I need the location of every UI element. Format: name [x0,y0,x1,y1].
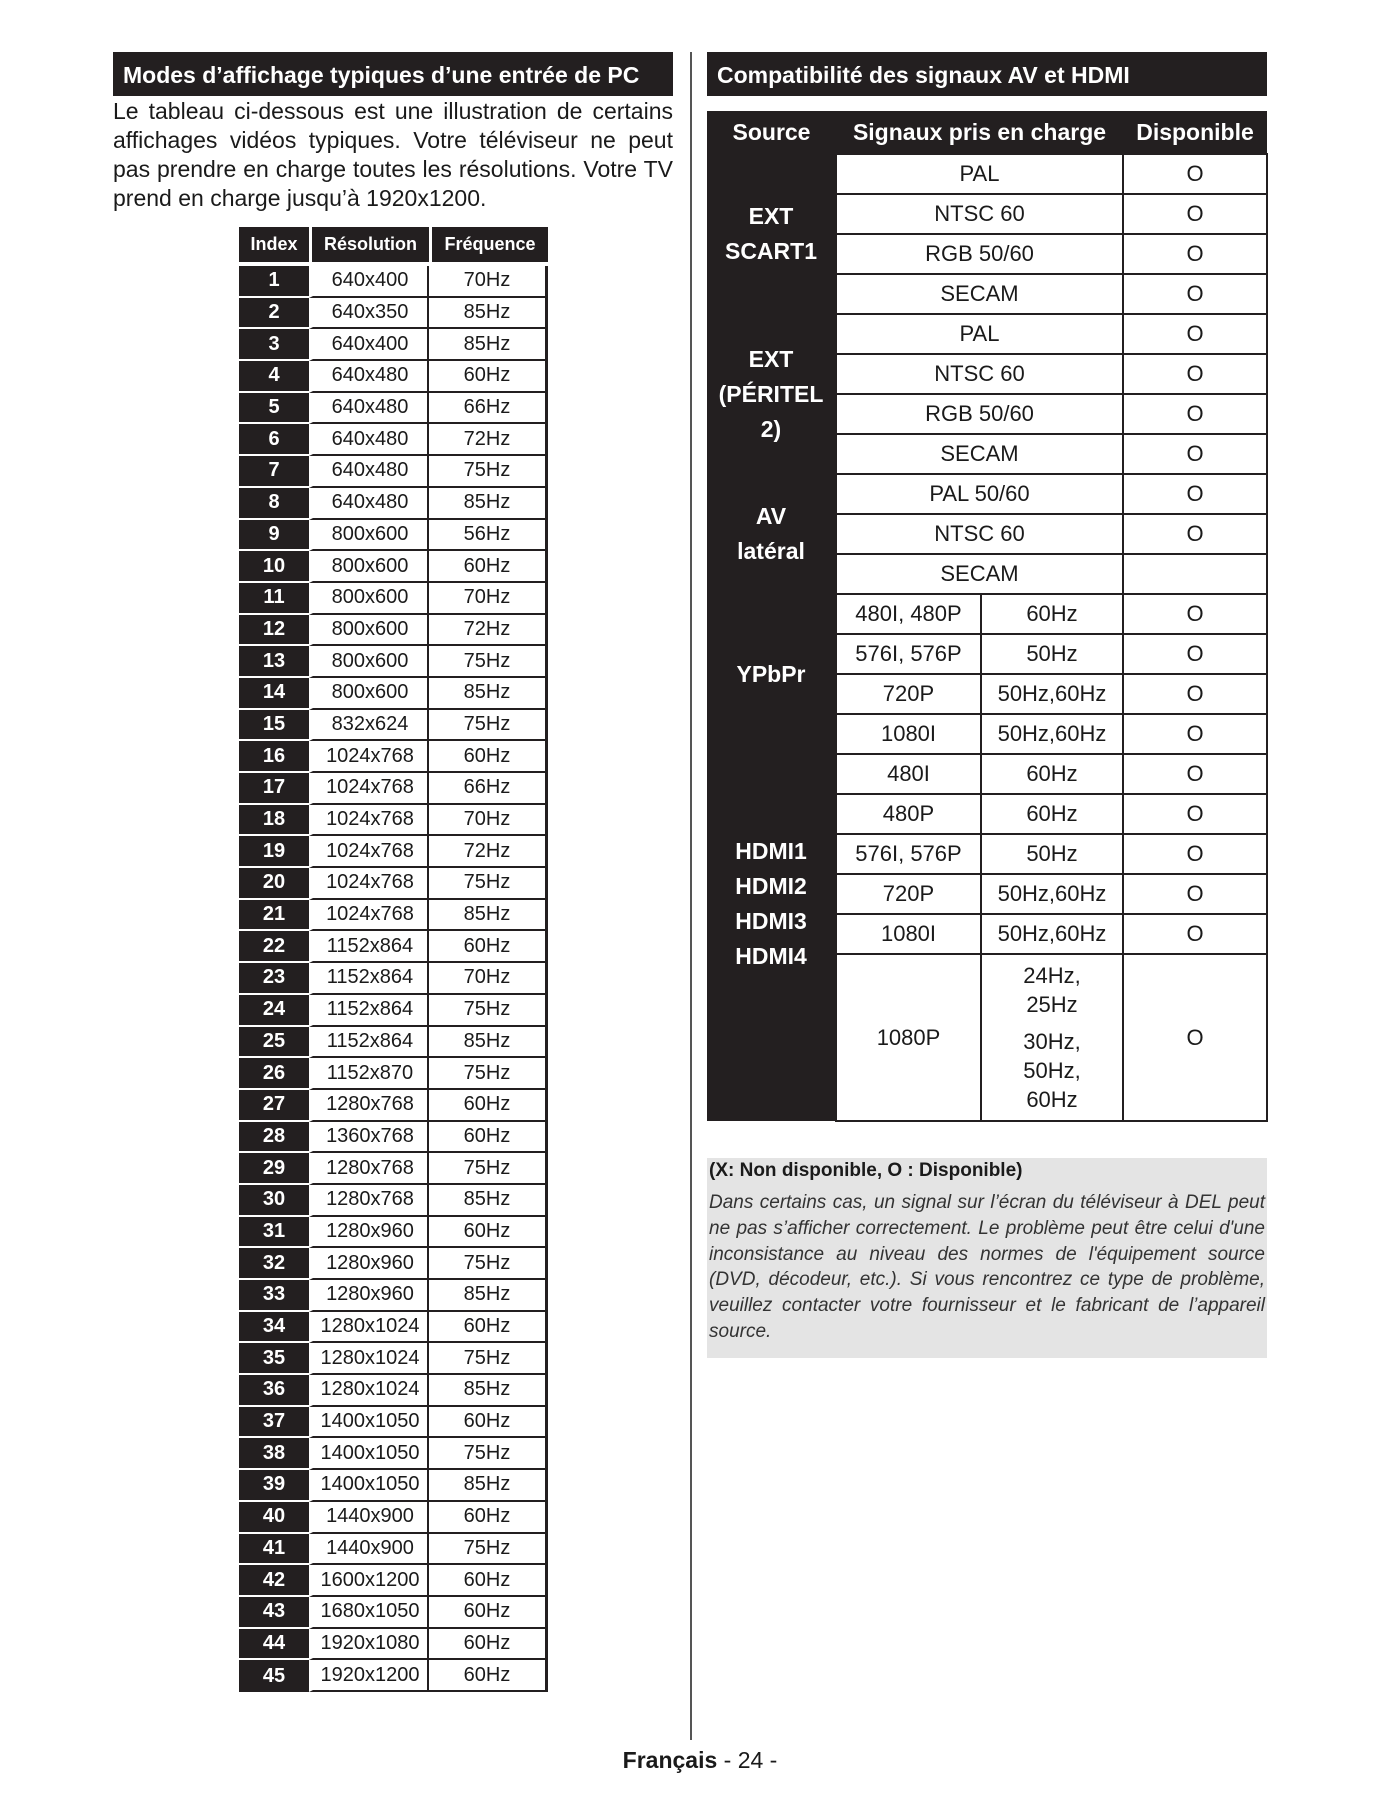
column-divider [690,52,692,1740]
table-row [707,154,1267,194]
resolution-cell: 640x480 [309,361,429,393]
resolution-cell: 576I, 576P [836,834,981,874]
resolution-cell: 480I [836,754,981,794]
av-table-header-row [707,111,1267,154]
frequency-cell: 60Hz [429,931,548,963]
resolution-cell: 1152x864 [309,1027,429,1059]
index-cell: 27 [239,1090,309,1122]
available-cell: O [1123,594,1267,634]
resolution-cell: 1080I [836,714,981,754]
header-resolution: Résolution [309,227,429,266]
frequency-cell: 85Hz [429,1470,548,1502]
frequency-cell: 75Hz [429,868,548,900]
pc-table-header-row [239,227,548,266]
frequency-cell: 60Hz [981,794,1123,834]
index-cell: 22 [239,931,309,963]
table-row [707,474,1267,514]
frequency-cell: 72Hz [429,836,548,868]
frequency-cell: 85Hz [429,1027,548,1059]
frequency-cell: 85Hz [429,678,548,710]
frequency-cell: 75Hz [429,1248,548,1280]
index-cell: 16 [239,741,309,773]
index-cell: 45 [239,1660,309,1692]
frequency-cell: 75Hz [429,710,548,742]
resolution-cell: 800x600 [309,646,429,678]
frequency-cell: 70Hz [429,266,548,298]
index-cell: 15 [239,710,309,742]
signal-cell: PAL [836,154,1123,194]
table-row [239,900,548,932]
table-row [239,1122,548,1154]
table-row [239,1248,548,1280]
source-label: HDMI4 [735,943,807,969]
frequency-cell: 60Hz [429,741,548,773]
resolution-cell: 800x600 [309,615,429,647]
available-cell: O [1123,274,1267,314]
available-cell: O [1123,474,1267,514]
frequency-cell: 60Hz [429,1122,548,1154]
index-cell: 3 [239,329,309,361]
source-label: latéral [737,538,805,564]
frequency-cell: 85Hz [429,900,548,932]
table-row [239,1438,548,1470]
resolution-cell: 480P [836,794,981,834]
index-cell: 28 [239,1122,309,1154]
resolution-cell: 640x480 [309,424,429,456]
header-index: Index [239,227,309,266]
frequency-line: 50Hz, [1023,1058,1081,1083]
index-cell: 19 [239,836,309,868]
frequency-cell: 50Hz,60Hz [981,914,1123,954]
index-cell: 12 [239,615,309,647]
table-row [239,1343,548,1375]
frequency-line: 25Hz [1026,992,1078,1017]
table-row [707,594,1267,634]
resolution-cell: 720P [836,874,981,914]
frequency-cell: 75Hz [429,646,548,678]
page-number: - 24 - [717,1747,778,1773]
index-cell: 31 [239,1217,309,1249]
frequency-cell: 60Hz [429,1217,548,1249]
index-cell: 11 [239,583,309,615]
available-cell: O [1123,794,1267,834]
table-row [239,1217,548,1249]
source-label: EXT [748,345,794,372]
index-cell: 38 [239,1438,309,1470]
frequency-cell: 75Hz [429,1438,548,1470]
table-row [239,1534,548,1566]
available-cell: O [1123,954,1267,1121]
note-text: Dans certains cas, un signal sur l’écran du téléviseur à DEL peut ne pas s’afficher correctement. Le problème peut être celui d'une inconsistance au niveau des normes de l'équipement source (DVD, décodeur, etc.). Si vous rencontrez ce type de problème, veuillez contacter votre fournisseur et le fabricant de l’appareil source. [709,1192,1265,1342]
frequency-line: 24Hz, [1023,963,1081,988]
footer-language: Français [622,1747,718,1773]
available-cell [1123,554,1267,594]
resolution-cell: 1280x960 [309,1217,429,1249]
signal-cell: SECAM [836,274,1123,314]
resolution-cell: 640x350 [309,298,429,330]
index-cell: 40 [239,1502,309,1534]
frequency-cell: 85Hz [429,1375,548,1407]
frequency-cell: 85Hz [429,1280,548,1312]
resolution-cell: 1024x768 [309,836,429,868]
compatibility-note [707,1158,1267,1358]
index-cell: 35 [239,1343,309,1375]
page-footer [0,1747,1400,1774]
index-cell: 10 [239,551,309,583]
resolution-cell: 1280x768 [309,1090,429,1122]
resolution-cell: 800x600 [309,583,429,615]
signal-cell: PAL [836,314,1123,354]
header-frequency: Fréquence [429,227,548,266]
source-label: AV [755,503,787,529]
source-hdmi [707,754,836,1121]
table-row [239,488,548,520]
frequency-cell: 60Hz [429,1407,548,1439]
index-cell: 8 [239,488,309,520]
resolution-cell: 1024x768 [309,773,429,805]
frequency-cell: 50Hz,60Hz [981,674,1123,714]
index-cell: 44 [239,1629,309,1661]
table-row [239,1660,548,1692]
frequency-cell: 72Hz [429,424,548,456]
frequency-cell: 50Hz [981,834,1123,874]
available-cell: O [1123,514,1267,554]
index-cell: 33 [239,1280,309,1312]
index-cell: 14 [239,678,309,710]
frequency-cell: 70Hz [429,805,548,837]
available-cell: O [1123,674,1267,714]
index-cell: 4 [239,361,309,393]
index-cell: 17 [239,773,309,805]
resolution-cell: 1920x1080 [309,1629,429,1661]
resolution-cell: 1400x1050 [309,1407,429,1439]
resolution-cell: 1152x864 [309,995,429,1027]
index-cell: 39 [239,1470,309,1502]
table-row [239,1153,548,1185]
source-ypbpr [707,594,836,754]
frequency-cell: 75Hz [429,1534,548,1566]
pc-modes-title: Modes d’affichage typiques d’une entrée de PC [113,52,673,96]
frequency-cell: 75Hz [429,1058,548,1090]
resolution-cell: 640x400 [309,266,429,298]
index-cell: 34 [239,1312,309,1344]
frequency-cell: 60Hz [429,1629,548,1661]
source-label: YPbPr [736,660,806,687]
index-cell: 29 [239,1153,309,1185]
resolution-cell: 1440x900 [309,1534,429,1566]
table-row [707,754,1267,794]
resolution-cell: 1360x768 [309,1122,429,1154]
available-cell: O [1123,634,1267,674]
index-cell: 13 [239,646,309,678]
resolution-cell: 640x400 [309,329,429,361]
available-cell: O [1123,874,1267,914]
source-label: EXT [748,203,794,229]
table-row [239,266,548,298]
table-row [239,678,548,710]
left-column [113,52,673,213]
resolution-cell: 640x480 [309,393,429,425]
available-cell: O [1123,754,1267,794]
table-row [239,1185,548,1217]
source-peritel2 [707,314,836,474]
frequency-cell: 60Hz [429,1312,548,1344]
header-available: Disponible [1123,111,1267,154]
signal-cell: PAL 50/60 [836,474,1123,514]
frequency-line: 30Hz, [1023,1029,1081,1054]
index-cell: 32 [239,1248,309,1280]
resolution-cell: 1280x960 [309,1280,429,1312]
table-row [239,1027,548,1059]
index-cell: 42 [239,1565,309,1597]
table-row [239,1090,548,1122]
frequency-cell: 66Hz [429,393,548,425]
table-row [239,805,548,837]
table-row [239,963,548,995]
table-row [239,1312,548,1344]
resolution-cell: 1024x768 [309,741,429,773]
table-row [239,868,548,900]
frequency-cell: 60Hz [429,551,548,583]
table-row [239,836,548,868]
av-table-body [707,154,1267,1121]
table-row [707,314,1267,354]
source-label: (PÉRITEL [718,380,824,407]
source-scart1 [707,154,836,314]
available-cell: O [1123,154,1267,194]
av-hdmi-title: Compatibilité des signaux AV et HDMI [707,52,1267,96]
frequency-cell: 66Hz [429,773,548,805]
index-cell: 2 [239,298,309,330]
available-cell: O [1123,434,1267,474]
index-cell: 37 [239,1407,309,1439]
index-cell: 30 [239,1185,309,1217]
frequency-cell: 85Hz [429,329,548,361]
frequency-cell: 60Hz [429,1565,548,1597]
resolution-cell: 1280x1024 [309,1375,429,1407]
index-cell: 6 [239,424,309,456]
frequency-cell: 60Hz [981,754,1123,794]
index-cell: 5 [239,393,309,425]
header-source: Source [707,111,836,154]
table-row [239,583,548,615]
table-row [239,1407,548,1439]
availability-legend: (X: Non disponible, O : Disponible) [709,1160,1023,1181]
frequency-cell: 50Hz,60Hz [981,874,1123,914]
resolution-cell: 800x600 [309,520,429,552]
source-label: HDMI2 [735,873,807,899]
table-row [239,995,548,1027]
table-row [239,456,548,488]
table-row [239,1565,548,1597]
resolution-cell: 640x480 [309,456,429,488]
frequency-cell: 56Hz [429,520,548,552]
frequency-cell: 75Hz [429,1153,548,1185]
index-cell: 20 [239,868,309,900]
frequency-cell: 50Hz [981,634,1123,674]
available-cell: O [1123,914,1267,954]
source-label: SCART1 [724,238,817,264]
resolution-cell: 1920x1200 [309,1660,429,1692]
frequency-cell: 60Hz [981,594,1123,634]
resolution-cell: 1280x768 [309,1153,429,1185]
frequency-cell [981,954,1123,1121]
table-row [239,551,548,583]
source-label: HDMI1 [735,838,807,864]
table-row [239,1280,548,1312]
table-row [239,424,548,456]
resolution-cell: 1024x768 [309,900,429,932]
table-row [239,361,548,393]
frequency-cell: 60Hz [429,1090,548,1122]
frequency-cell: 60Hz [429,1660,548,1692]
signal-cell: SECAM [836,554,1123,594]
index-cell: 26 [239,1058,309,1090]
resolution-cell: 1280x1024 [309,1312,429,1344]
frequency-cell: 60Hz [429,361,548,393]
source-label: HDMI3 [735,908,807,934]
resolution-cell: 1280x1024 [309,1343,429,1375]
signal-cell: RGB 50/60 [836,234,1123,274]
resolution-cell: 1152x864 [309,963,429,995]
resolution-cell: 1152x870 [309,1058,429,1090]
table-row [239,773,548,805]
resolution-cell: 720P [836,674,981,714]
right-column [707,52,1267,96]
table-row [239,646,548,678]
resolution-cell: 800x600 [309,551,429,583]
resolution-cell: 1080I [836,914,981,954]
table-row [239,741,548,773]
resolution-cell: 1280x960 [309,1248,429,1280]
signal-cell: RGB 50/60 [836,394,1123,434]
resolution-cell: 480I, 480P [836,594,981,634]
table-row [239,393,548,425]
signal-cell: SECAM [836,434,1123,474]
resolution-cell: 1600x1200 [309,1565,429,1597]
table-row [239,329,548,361]
index-cell: 24 [239,995,309,1027]
frequency-cell: 60Hz [429,1502,548,1534]
table-row [239,1502,548,1534]
resolution-cell: 640x480 [309,488,429,520]
table-row [239,1629,548,1661]
available-cell: O [1123,834,1267,874]
resolution-cell: 1024x768 [309,868,429,900]
index-cell: 7 [239,456,309,488]
frequency-cell: 75Hz [429,995,548,1027]
table-row [239,1375,548,1407]
index-cell: 23 [239,963,309,995]
table-row [239,520,548,552]
source-av-lateral [707,474,836,594]
frequency-cell: 60Hz [429,1597,548,1629]
frequency-cell: 85Hz [429,298,548,330]
resolution-cell: 1400x1050 [309,1438,429,1470]
available-cell: O [1123,394,1267,434]
frequency-cell: 50Hz,60Hz [981,714,1123,754]
resolution-cell: 1152x864 [309,931,429,963]
available-cell: O [1123,354,1267,394]
table-row [239,615,548,647]
signal-cell: NTSC 60 [836,194,1123,234]
index-cell: 1 [239,266,309,298]
frequency-cell: 85Hz [429,488,548,520]
index-cell: 18 [239,805,309,837]
resolution-cell: 1680x1050 [309,1597,429,1629]
available-cell: O [1123,314,1267,354]
index-cell: 36 [239,1375,309,1407]
signal-cell: NTSC 60 [836,514,1123,554]
frequency-cell: 72Hz [429,615,548,647]
table-row [239,1058,548,1090]
frequency-cell: 85Hz [429,1185,548,1217]
table-row [239,298,548,330]
index-cell: 9 [239,520,309,552]
resolution-cell: 1440x900 [309,1502,429,1534]
resolution-cell: 800x600 [309,678,429,710]
pc-modes-intro: Le tableau ci-dessous est une illustration de certains affichages vidéos typiques. Votre téléviseur ne peut pas prendre en charge toutes les résolutions. Votre TV prend en charge jusqu’à 1920x1200. [113,98,673,211]
source-label: 2) [760,415,782,442]
pc-table-body [239,266,548,1692]
available-cell: O [1123,194,1267,234]
resolution-cell: 1080P [836,954,981,1121]
frequency-cell: 75Hz [429,456,548,488]
available-cell: O [1123,714,1267,754]
table-row [239,1597,548,1629]
resolution-cell: 832x624 [309,710,429,742]
available-cell: O [1123,234,1267,274]
table-row [239,1470,548,1502]
table-row [239,931,548,963]
av-hdmi-table [707,111,1268,1122]
header-signals: Signaux pris en charge [836,111,1123,154]
signal-cell: NTSC 60 [836,354,1123,394]
frequency-cell: 75Hz [429,1343,548,1375]
index-cell: 41 [239,1534,309,1566]
index-cell: 43 [239,1597,309,1629]
table-row [239,710,548,742]
resolution-cell: 1280x768 [309,1185,429,1217]
frequency-cell: 70Hz [429,583,548,615]
frequency-cell: 70Hz [429,963,548,995]
frequency-line: 60Hz [1026,1087,1078,1112]
pc-modes-table [239,227,548,1692]
index-cell: 25 [239,1027,309,1059]
index-cell: 21 [239,900,309,932]
resolution-cell: 1400x1050 [309,1470,429,1502]
resolution-cell: 576I, 576P [836,634,981,674]
resolution-cell: 1024x768 [309,805,429,837]
